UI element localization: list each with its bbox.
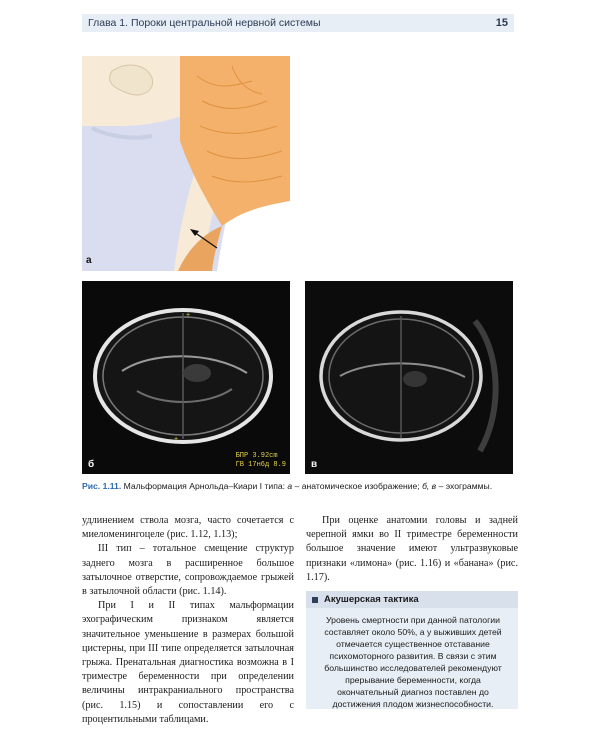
ultrasound-image-v [305, 281, 513, 474]
chapter-title: Глава 1. Пороки центральной нервной системы [88, 17, 321, 29]
right-column [306, 514, 518, 585]
figure-caption: Рис. 1.11. Мальформация Арнольда–Киари I типа: а – анатомическое изображение; б, в – эхограммы. [82, 481, 493, 491]
svg-text:+: + [186, 312, 191, 319]
echogram-b [82, 281, 290, 474]
ga-readout: ГВ 17н6д 8.9 [235, 461, 286, 469]
figure-number: Рис. 1.11. [82, 481, 122, 491]
anatomical-illustration [82, 56, 290, 271]
ultrasound-image-b [82, 281, 290, 474]
paragraph: При оценке анатомии головы и задней черепной ямки во II триместре беременности большое значение имеют ультразвуковые признаки «лимона» (рис. 1.16) и «банана» (рис. 1.17). [306, 515, 518, 583]
paragraph: удлинением ствола мозга, часто сочетается с миеломенингоцеле (рис. 1.12, 1.13); [82, 515, 294, 541]
paragraph: При I и II типах мальформации эхографическим признаком является значительное уменьшение в размерах большой цистерны, при III типе определяется затылочная грыжа. Пренатальная диагностика возможна в I триместре беременности при определении величины интракраниального пространства (рис. 1.15) и сопоставлении его с процентильными таблицами. [82, 600, 294, 725]
panel-b-label: б [88, 459, 95, 470]
box-title: Акушерская тактика [306, 591, 518, 608]
page-number: 15 [495, 17, 508, 29]
panel-v-label: в [311, 459, 318, 470]
svg-text:+: + [174, 436, 179, 443]
measurement-overlay [236, 452, 286, 470]
echogram-v [305, 281, 513, 474]
brain-drawing [82, 56, 290, 271]
left-column [82, 514, 294, 727]
box-text: Уровень смертности при данной патологии составляет около 50%, а у выживших детей отмечается существенное отставание психомоторного развития. В связи с этим большинство исследователей рекомендуют прерывание беременности, когда окончательный диагноз поставлен до достижения плодом жизнеспособности. [324, 615, 502, 709]
square-bullet-icon [312, 597, 318, 603]
running-header [82, 14, 514, 32]
paragraph: III тип – тотальное смещение структур заднего мозга в расширенное большое затылочное отверстие, сопровождаемое грыжей в затылочной области (рис. 1.14). [82, 543, 294, 598]
bpd-readout: БПР 3.92cm [235, 452, 278, 460]
panel-a-label: а [86, 255, 92, 266]
obstetric-tactics-box [306, 591, 518, 709]
